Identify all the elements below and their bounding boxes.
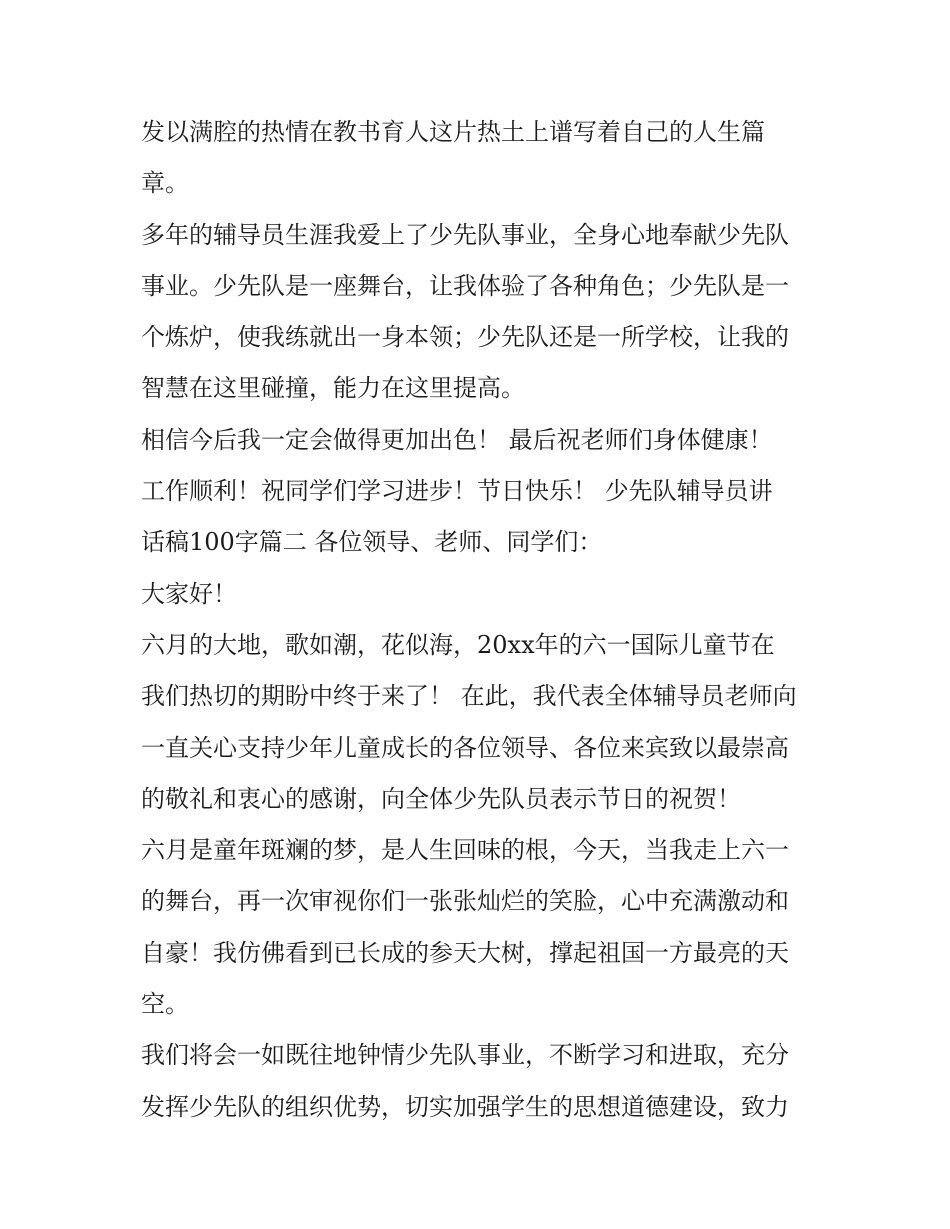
- text-line: 的舞台，再一次审视你们一张张灿烂的笑脸，心中充满激动和: [141, 887, 789, 916]
- text-line: 我们将会一如既往地钟情少先队事业，不断学习和进取，充分: [141, 1041, 789, 1070]
- text-line: 六月是童年斑斓的梦，是人生回味的根，今天，当我走上六一: [141, 836, 789, 865]
- text-line: 事业。少先队是一座舞台，让我体验了各种角色；少先队是一: [141, 271, 789, 300]
- text-line: 的敬礼和衷心的感谢，向全体少先队员表示节日的祝贺！: [141, 784, 741, 813]
- text-line: 我们热切的期盼中终于来了！ 在此，我代表全体辅导员老师向: [141, 682, 797, 711]
- text-line: 发挥少先队的组织优势，切实加强学生的思想道德建设，致力: [141, 1092, 789, 1121]
- text-line: 自豪！我仿佛看到已长成的参天大树，撑起祖国一方最亮的天: [141, 938, 789, 967]
- document-body: [141, 107, 821, 1133]
- text-line: 个炼炉，使我练就出一身本领；少先队还是一所学校，让我的: [141, 323, 789, 352]
- text-line: 工作顺利！祝同学们学习进步！节日快乐！ 少先队辅导员讲: [141, 477, 773, 506]
- text-line: 发以满腔的热情在教书育人这片热土上谱写着自己的人生篇: [141, 118, 765, 146]
- text-line: 章。: [141, 169, 189, 198]
- text-line: 相信今后我一定会做得更加出色！ 最后祝老师们身体健康！: [141, 425, 773, 454]
- text-line: 多年的辅导员生涯我爱上了少先队事业，全身心地奉献少先队: [141, 220, 789, 249]
- text-line: 智慧在这里碰撞，能力在这里提高。: [141, 374, 525, 403]
- text-line: 话稿100字篇二 各位领导、老师、同学们：: [141, 528, 603, 557]
- text-line: 大家好！: [141, 579, 237, 608]
- text-line: 一直关心支持少年儿童成长的各位领导、各位来宾致以最崇高: [141, 733, 789, 762]
- text-line: 空。: [141, 990, 189, 1019]
- text-line: 六月的大地，歌如潮，花似海，20xx年的六一国际儿童节在: [141, 630, 775, 659]
